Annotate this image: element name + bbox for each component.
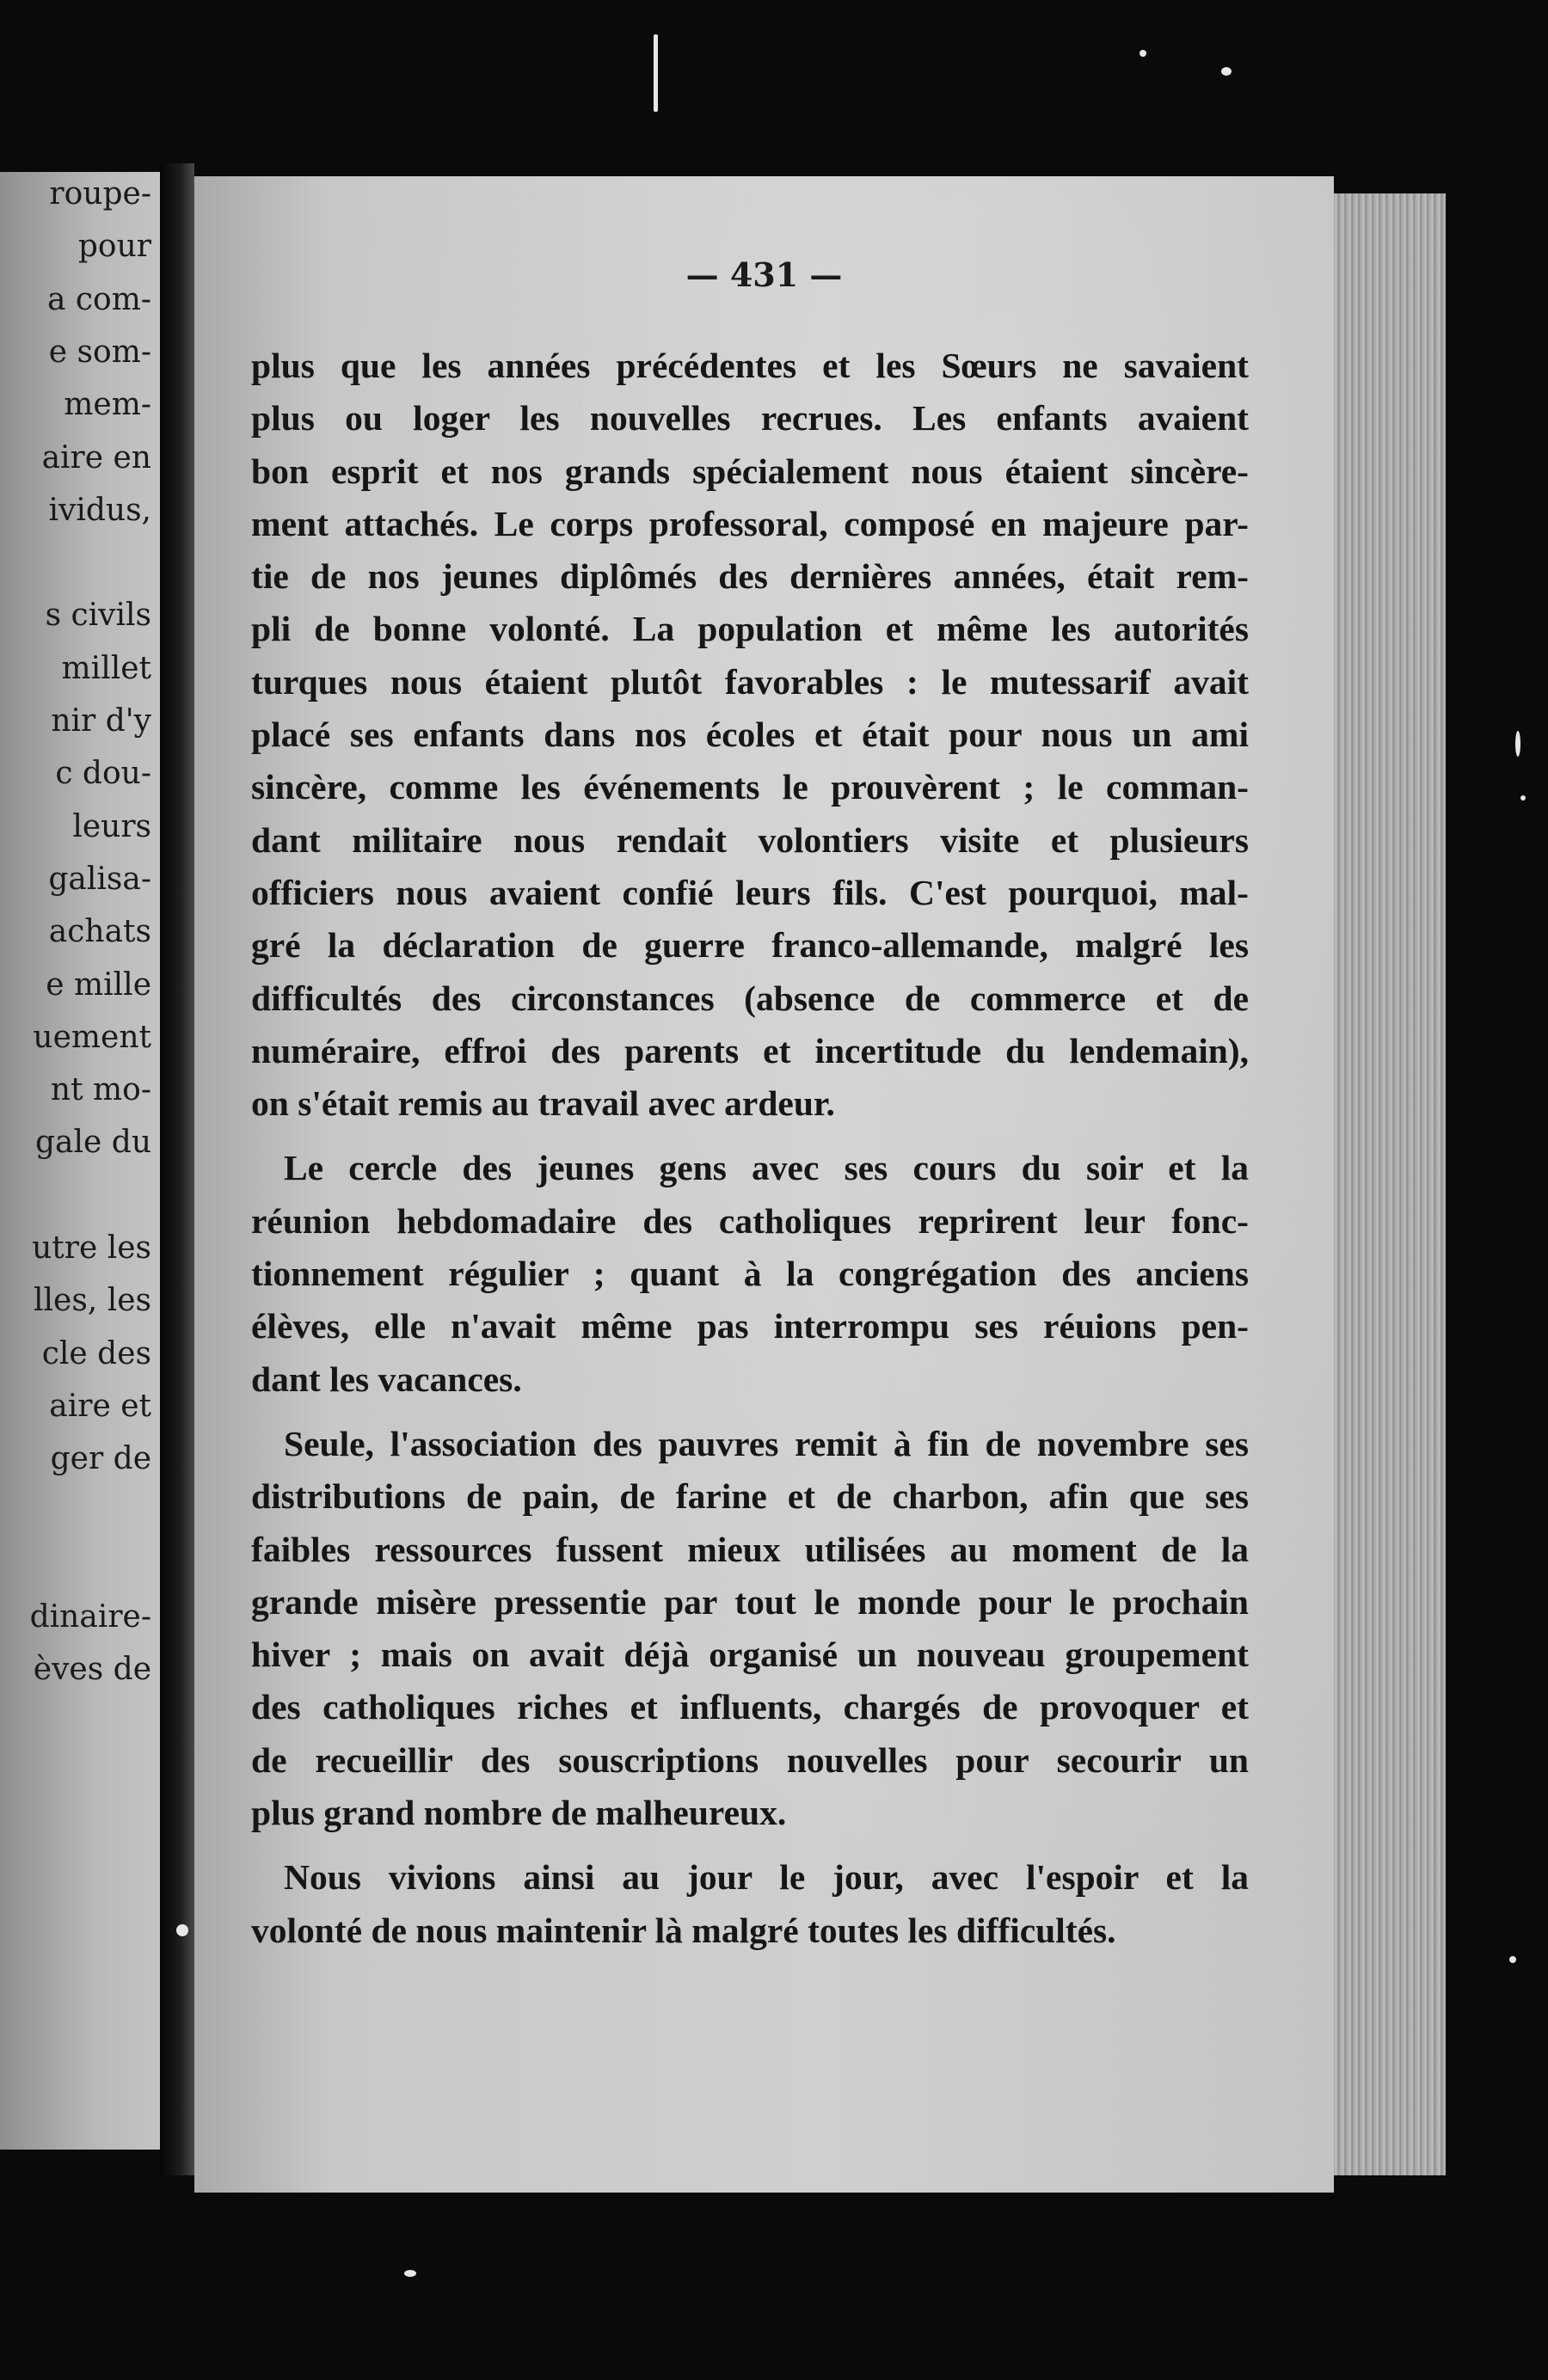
left-page-line: èves de [33,1652,151,1688]
left-page-line: gale du [35,1125,151,1161]
dust-speck [1140,50,1146,57]
text-line: Nous vivions ainsi au jour le jour, avec l'espoir et la [284,1857,1249,1898]
page-edges [1334,193,1446,2175]
text-line: Seule, l'association des pauvres remit à fin de novembre ses [284,1423,1249,1463]
left-page-line: leurs [72,808,151,844]
text-line: gré la déclaration de guerre franco-allemande, malgré les [251,925,1249,966]
book-gutter [160,163,194,2175]
left-page-line: dinaire- [29,1599,151,1635]
paragraph [251,340,1249,1130]
text-line: de recueillir des souscriptions nouvelles pour secourir un [251,1739,1249,1780]
text-line: dant militaire nous rendait volontiers visite et plusieurs [251,819,1249,860]
left-page-line: cle des [41,1335,151,1371]
left-page-line: nt mo- [50,1072,151,1108]
left-page-line: mem- [64,387,151,423]
text-line: officiers nous avaient confié leurs fils. C'est pourquoi, mal- [251,872,1249,912]
left-page-line: nir d'y [51,703,151,739]
left-page-line: ger de [50,1441,151,1477]
left-page-line: aire en [41,439,151,475]
left-page-line: c dou- [55,756,151,792]
text-line: des catholiques riches et influents, chargés de provoquer et [251,1687,1249,1727]
text-line: ment attachés. Le corps professoral, composé en majeure par- [251,503,1249,543]
text-line: tionnement régulier ; quant à la congrégation des anciens [251,1254,1249,1294]
text-line: placé ses enfants dans nos écoles et était pour nous un ami [251,715,1249,755]
dust-speck [654,34,658,112]
left-page-line: a com- [46,281,151,317]
text-line: grande misère pressentie par tout le monde pour le prochain [251,1581,1249,1622]
text-line: dant les vacances. [251,1359,522,1399]
paragraph-gap [251,1130,1249,1142]
text-line: réunion hebdomadaire des catholiques reprirent leur fonc- [251,1200,1249,1241]
text-line: tie de nos jeunes diplômés des dernières années, était rem- [251,556,1249,597]
left-page-line: pour [77,229,151,265]
text-line: on s'était remis au travail avec ardeur. [251,1083,835,1124]
left-page-line: e mille [46,966,151,1003]
text-line: plus grand nombre de malheureux. [251,1793,787,1833]
text-line: plus ou loger les nouvelles recrues. Les enfants avaient [251,398,1249,439]
left-page-line: e som- [48,334,151,370]
left-page-line: s civils [45,598,151,634]
left-page-line: roupe- [49,176,151,212]
left-page-line: achats [48,914,151,950]
page-number: — 431 — [685,255,843,294]
text-line: bon esprit et nos grands spécialement nous étaient sincère- [251,451,1249,491]
paragraph [251,1418,1249,1839]
dust-speck [1509,1956,1516,1963]
left-page-line: ividus, [48,492,151,528]
left-page-line: aire et [49,1388,151,1424]
text-line: difficultés des circonstances (absence de commerce et de [251,978,1249,1018]
left-page-line: galisa- [48,861,151,897]
text-line: distributions de pain, de farine et de charbon, afin que ses [251,1476,1249,1517]
left-page-line: utre les [32,1230,151,1266]
dust-speck [176,1924,188,1936]
paragraph-gap [251,1839,1249,1851]
text-line: élèves, elle n'avait même pas interrompu ses réuions pen- [251,1306,1249,1346]
text-line: volonté de nous maintenir là malgré toutes les difficultés. [251,1910,1116,1950]
left-page-line: millet [61,650,151,686]
body-text [251,340,1249,1957]
text-line: pli de bonne volonté. La population et même les autorités [251,609,1249,649]
text-line: plus que les années précédentes et les Sœurs ne savaient [251,346,1249,385]
left-page-fragment [0,172,160,2150]
text-line: hiver ; mais on avait déjà organisé un nouveau groupement [251,1635,1249,1675]
text-line: sincère, comme les événements le prouvèrent ; le comman- [251,767,1249,807]
text-line: Le cercle des jeunes gens avec ses cours du soir et la [284,1148,1249,1188]
dust-speck [1221,67,1232,76]
paragraph-gap [251,1406,1249,1418]
dust-speck [1520,795,1526,800]
paragraph [251,1142,1249,1405]
paragraph [251,1851,1249,1957]
text-line: numéraire, effroi des parents et incertitude du lendemain), [251,1030,1249,1070]
left-page-line: uement [33,1019,151,1055]
text-line: turques nous étaient plutôt favorables : le mutessarif avait [251,661,1249,702]
left-page-line: lles, les [34,1283,151,1319]
dust-speck [1515,731,1520,757]
right-page [194,176,1334,2193]
dust-speck [404,2270,416,2277]
text-line: faibles ressources fussent mieux utilisées au moment de la [251,1529,1249,1569]
